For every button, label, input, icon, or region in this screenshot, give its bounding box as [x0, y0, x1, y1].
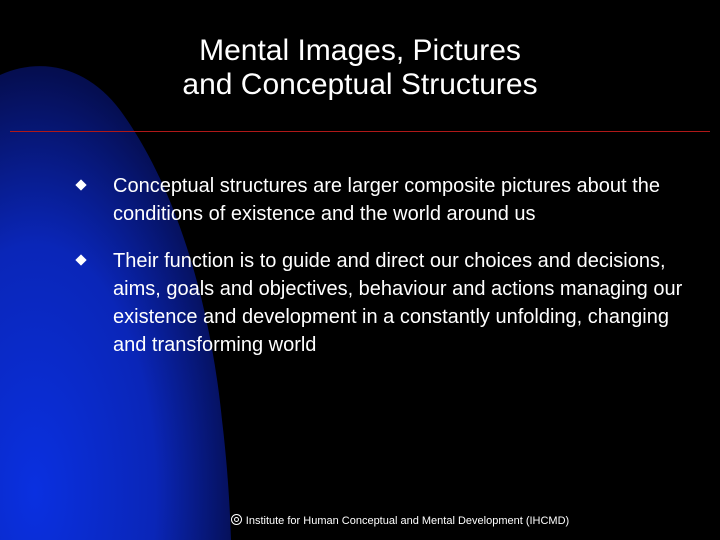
- title-divider: [10, 131, 710, 132]
- bullet-text: Their function is to guide and direct our choices and decisions, aims, goals and objectives, behaviour and actions managing our existence and development in a constantly unfolding, changing and transforming world: [113, 250, 683, 356]
- bullet-text: Conceptual structures are larger composite pictures about the conditions of existence and the world around us: [113, 175, 660, 225]
- diamond-bullet-icon: [75, 254, 86, 265]
- footer-text: Institute for Human Conceptual and Mental Development (IHCMD): [245, 515, 570, 527]
- bullet-item: [77, 247, 697, 359]
- bullet-item: [77, 172, 697, 228]
- footer: [160, 514, 640, 528]
- title-line-1: Mental Images, Pictures: [199, 34, 521, 67]
- title-line-2: and Conceptual Structures: [182, 68, 538, 101]
- diamond-bullet-icon: [75, 179, 86, 190]
- bullet-list: [77, 172, 697, 378]
- copyright-icon: [231, 514, 242, 525]
- slide-title: [60, 34, 660, 102]
